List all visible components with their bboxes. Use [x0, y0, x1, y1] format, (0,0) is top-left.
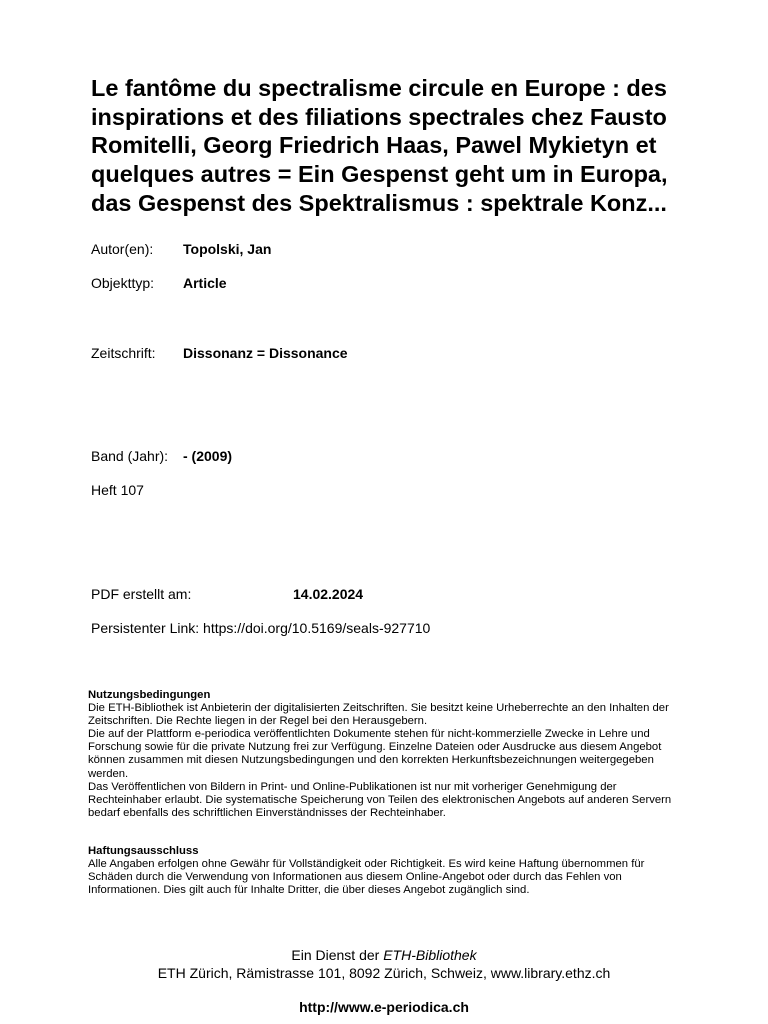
terms-section — [88, 689, 678, 820]
type-value: Article — [183, 275, 227, 291]
service-prefix: Ein Dienst der — [291, 947, 384, 963]
issue-text: Heft 107 — [91, 482, 144, 498]
terms-paragraph-1: Die ETH-Bibliothek ist Anbieterin der digitalisierten Zeitschriften. Sie besitzt keine Urheberrechte an den Inhalten der Zeitschriften. Die Rechte liegen in der Regel bei den Herausgebern. — [88, 702, 669, 728]
volume-value: - (2009) — [183, 448, 233, 464]
service-name: ETH-Bibliothek — [383, 947, 477, 963]
disclaimer-section — [88, 845, 678, 897]
type-label: Objekttyp: — [91, 275, 155, 291]
persistent-link[interactable]: Persistenter Link: https://doi.org/10.5169/seals-927710 — [91, 620, 431, 636]
disclaimer-heading: Haftungsausschluss — [88, 845, 199, 857]
service-line — [0, 947, 768, 964]
journal-label: Zeitschrift: — [91, 345, 156, 361]
author-value: Topolski, Jan — [183, 241, 272, 257]
disclaimer-paragraph: Alle Angaben erfolgen ohne Gewähr für Vollständigkeit oder Richtigkeit. Es wird keine Haftung übernommen für Schäden durch die Verwendung von Informationen aus diesem Online-Angebot oder durch das Fehlen von Informationen. Dies gilt auch für Inhalte Dritter, die über dieses Angebot zugänglich sind. — [88, 858, 645, 897]
document-title: Le fantôme du spectralisme circule en Europe : des inspirations et des filiations spectrales chez Fausto Romitelli, Georg Friedrich Haas, Pawel Mykietyn et quelques autres = Ein Gespenst geht um in Europa, das Gespenst des Spektralismus : spektrale Konz... — [91, 75, 668, 216]
journal-value: Dissonanz = Dissonance — [183, 345, 348, 361]
address-line: ETH Zürich, Rämistrasse 101, 8092 Zürich, Schweiz, www.library.ethz.ch — [157, 965, 611, 981]
terms-heading: Nutzungsbedingungen — [88, 689, 211, 701]
volume-label: Band (Jahr): — [91, 448, 169, 464]
author-label: Autor(en): — [91, 241, 154, 257]
terms-paragraph-3: Das Veröffentlichen von Bildern in Print- und Online-Publikationen ist nur mit vorheriger Genehmigung der Rechteinhaber erlaubt. Die systematische Speicherung von Teilen des elektronischen Angebots auf anderen Servern bedarf ebenfalls des schriftlichen Einverständnisses der Rechteinhaber. — [88, 780, 672, 819]
e-periodica-link[interactable]: http://www.e-periodica.ch — [299, 999, 469, 1015]
pdf-date-value: 14.02.2024 — [293, 586, 364, 602]
terms-paragraph-2: Die auf der Plattform e-periodica veröffentlichten Dokumente stehen für nicht-kommerzielle Zwecke in Lehre und Forschung sowie für die private Nutzung frei zur Verfügung. Einzelne Dateien oder Ausdrucke aus diesem Angebot können zusammen mit diesen Nutzungsbedingungen und den korrekten Herkunftsbezeichnungen weitergegeben werden. — [88, 728, 662, 780]
pdf-date-label: PDF erstellt am: — [91, 586, 192, 602]
